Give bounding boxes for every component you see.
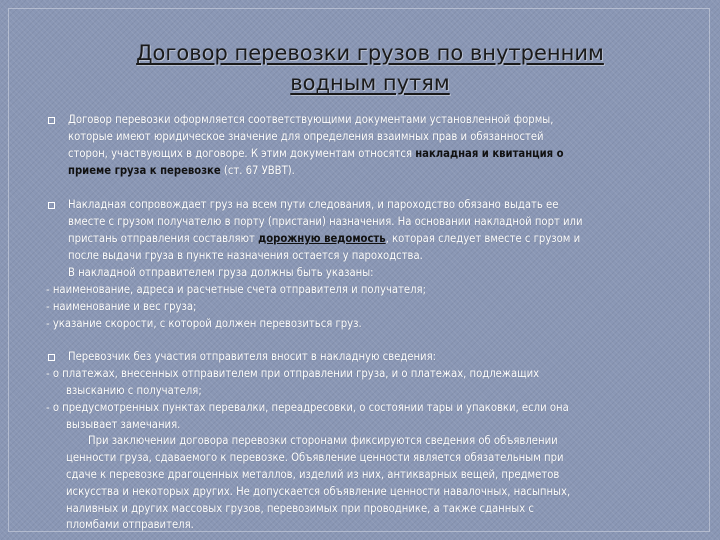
p1-line-1: Договор перевозки оформляется соответствующими документами установленной формы, xyxy=(68,113,554,126)
p1-line-3-text: сторон, участвующих в договоре. К этим документам относятся xyxy=(68,147,416,160)
p3-line-2: - о платежах, внесенных отправителем при отправлении груза, и о платежах, подлежащих xyxy=(46,367,540,380)
title-line-1: Договор перевозки грузов по внутренним xyxy=(136,41,604,65)
p3-line-1: Перевозчик без участия отправителя вносит в накладную сведения: xyxy=(68,350,437,363)
p3-line-3: взысканию с получателя; xyxy=(66,384,202,397)
bullet-icon xyxy=(48,354,55,361)
p1-line-2: которые имеют юридическое значение для определения взаимных прав и обязанностей xyxy=(68,130,544,143)
bullet-icon xyxy=(48,117,55,124)
p2-line-3-text: пристань отправления составляют xyxy=(68,232,259,245)
p3-line-8: сдаче к перевозке драгоценных металлов, изделий из них, антикварных вещей, предметов xyxy=(66,468,560,481)
bullet-icon xyxy=(48,202,55,209)
p2-line-3-tail: , которая следует вместе с грузом и xyxy=(385,232,581,245)
p3-line-6: При заключении договора перевозки сторонами фиксируются сведения об объявлении xyxy=(88,434,558,447)
title-line-2: водным путям xyxy=(290,71,450,95)
p3-line-9: искусства и некоторых других. Не допускается объявление ценности навалочных, насыпных, xyxy=(66,485,571,498)
p2-line-3 xyxy=(68,230,580,247)
p2-line-4: после выдачи груза в пункте назначения остается у пароходства. xyxy=(68,249,423,262)
p2-line-6: - наименование, адреса и расчетные счета отправителя и получателя; xyxy=(46,283,426,296)
p3-line-7: ценности груза, сдаваемого к перевозке. Объявление ценности является обязательным при xyxy=(66,451,564,464)
p2-line-2: вместе с грузом получателю в порту (пристани) назначения. На основании накладной порт или xyxy=(68,215,583,228)
p2-line-5: В накладной отправителем груза должны быть указаны: xyxy=(68,266,374,279)
p1-term-acceptance: приеме груза к перевозке xyxy=(68,164,221,177)
p1-line-4 xyxy=(68,162,295,179)
p1-term-waybill-receipt: накладная и квитанция о xyxy=(415,147,564,160)
p3-line-11: пломбами отправителя. xyxy=(66,518,194,531)
p3-line-4: - о предусмотренных пунктах перевалки, переадресовки, о состоянии тары и упаковки, если она xyxy=(46,401,569,414)
p1-line-3 xyxy=(68,145,564,162)
p2-line-8: - указание скорости, с которой должен перевозиться груз. xyxy=(46,317,362,330)
p1-line-4-text: (ст. 67 УВВТ). xyxy=(220,164,295,177)
p3-line-5: вызывает замечания. xyxy=(66,418,181,431)
p2-term-road-sheet: дорожную ведомость xyxy=(258,232,386,245)
p2-line-7: - наименование и вес груза; xyxy=(46,300,197,313)
p3-line-10: наливных и других массовых грузов, перевозимых при проводнике, а также сданных с xyxy=(66,502,534,515)
p2-line-1: Накладная сопровождает груз на всем пути следования, и пароходство обязано выдать ее xyxy=(68,198,559,211)
